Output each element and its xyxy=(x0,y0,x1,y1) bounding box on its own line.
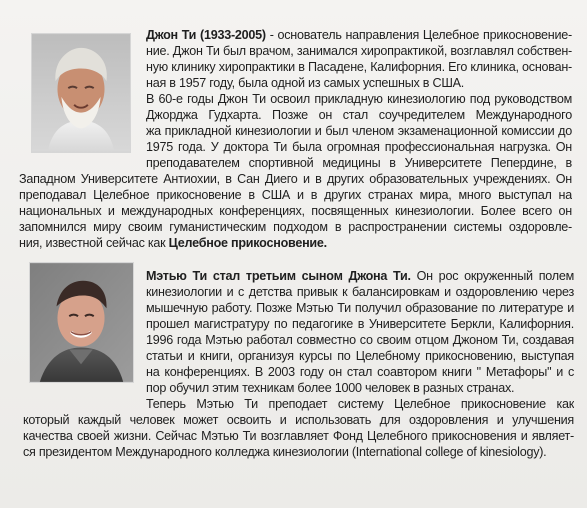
john-text-line xyxy=(146,123,572,139)
matthew-text-bold: Мэтью Ти стал третьим сыном Джона Ти. xyxy=(146,269,411,283)
john-text-run: 1975 года. У доктора Ти была огромная профессиональная нагрузка. Он xyxy=(146,140,572,154)
matthew-text-line xyxy=(146,380,574,396)
john-text-run: запомнился миру своим гуманистическим подходом в распространении системы оздоровле- xyxy=(19,220,572,234)
matthew-text-run: 1996 года Мэтью работал совместно со своим отцом Джоном Ти, создавая xyxy=(146,333,574,347)
matthew-text-run: статьи и книги, организуя курсы по Целебному прикосновению, выступая xyxy=(146,349,574,363)
matthew-text-run: мышечную работу. Позже Мэтью Ти получил образование по литературе и xyxy=(146,301,574,315)
matthew-text-line xyxy=(146,284,574,300)
matthew-text-line xyxy=(23,444,574,460)
photo-john-tee xyxy=(31,33,131,153)
john-text-line xyxy=(146,107,572,123)
matthew-text-line xyxy=(146,364,574,380)
john-text-line xyxy=(146,139,572,155)
matthew-text-line xyxy=(23,412,574,428)
john-text-line xyxy=(146,59,572,75)
matthew-text-run: который каждый человек может освоить и использовать для оздоровления и улучшения xyxy=(23,413,574,427)
john-text-line xyxy=(19,235,572,251)
john-text-line xyxy=(146,27,572,43)
matthew-text-line xyxy=(146,348,574,364)
john-text-line xyxy=(19,219,572,235)
john-text-bold: Целебное прикосновение. xyxy=(168,236,327,250)
john-text-run: - основатель направления Целебное прикосновение- xyxy=(265,28,572,42)
john-text-run: ная в 1957 году, была одной из самых успешных в США. xyxy=(146,76,465,90)
john-text-run: ние. Джон Ти был врачом, занимался хиропрактикой, возглавлял собствен- xyxy=(146,44,572,58)
matthew-text-run: на конференциях. В 2003 году он стал соавтором книги " Метафоры" и с xyxy=(146,365,574,379)
john-text-run: Джорджа Гудхарта. Позже он стал соучредителем Международного xyxy=(146,108,572,122)
matthew-text-line xyxy=(146,300,574,316)
john-text-run: В 60-е годы Джон Ти освоил прикладную кинезиологию под руководством xyxy=(146,92,572,106)
matthew-text-run: прошел магистратуру по педагогике в Университете Беркли, Калифорния. xyxy=(146,317,574,331)
john-text-line xyxy=(146,91,572,107)
matthew-text-run: Он рос окруженный полем xyxy=(410,269,574,283)
matthew-text-run: пор обучил этим техникам более 1000 человек в разных странах. xyxy=(146,381,515,395)
john-text-run: ную клинику хиропрактики в Пасадене, Калифорния. Его клиника, основан- xyxy=(146,60,572,74)
john-text-run: национальных и международных конференциях, посвященных кинезиологии. Более всего он xyxy=(19,204,572,218)
john-text-run: преподавал Целебное прикосновение в США и в других странах мира, много выступал на xyxy=(19,188,572,202)
matthew-text-run: Теперь Мэтью Ти преподает систему Целебное прикосновение как xyxy=(146,397,574,411)
john-text-run: ния, известной сейчас как xyxy=(19,236,169,250)
matthew-text-run: качества своей жизни. Сейчас Мэтью Ти возглавляет Фонд Целебного прикосновения и являет- xyxy=(23,429,574,443)
matthew-text-run: ся президентом Международного колледжа кинезиологии (International college of kinesiology). xyxy=(23,445,547,459)
john-text-run: преподавателем спортивной медицины в Университете Пепердине, в xyxy=(146,156,572,170)
john-text-line xyxy=(146,155,572,171)
matthew-text-line xyxy=(146,268,574,284)
photo-matthew-tee xyxy=(29,262,134,383)
matthew-text-line xyxy=(146,396,574,412)
matthew-text-line xyxy=(146,316,574,332)
matthew-text-line xyxy=(146,332,574,348)
john-text-line xyxy=(146,43,572,59)
john-text-run: жа прикладной кинезиологии и был членом экзаменационной комиссии до xyxy=(146,124,572,138)
john-text-line xyxy=(146,75,572,91)
john-text-line xyxy=(19,203,572,219)
john-text-bold: Джон Ти (1933-2005) xyxy=(146,28,266,42)
john-text-line xyxy=(19,171,572,187)
john-text-line xyxy=(19,187,572,203)
matthew-text-run: кинезиологии и с детства привык к балансировкам и оздоровлению через xyxy=(146,285,574,299)
john-text-run: Западном Университете Антиохии, в Сан Диего и в других образовательных учреждениях. Он xyxy=(19,172,572,186)
matthew-text-line xyxy=(23,428,574,444)
